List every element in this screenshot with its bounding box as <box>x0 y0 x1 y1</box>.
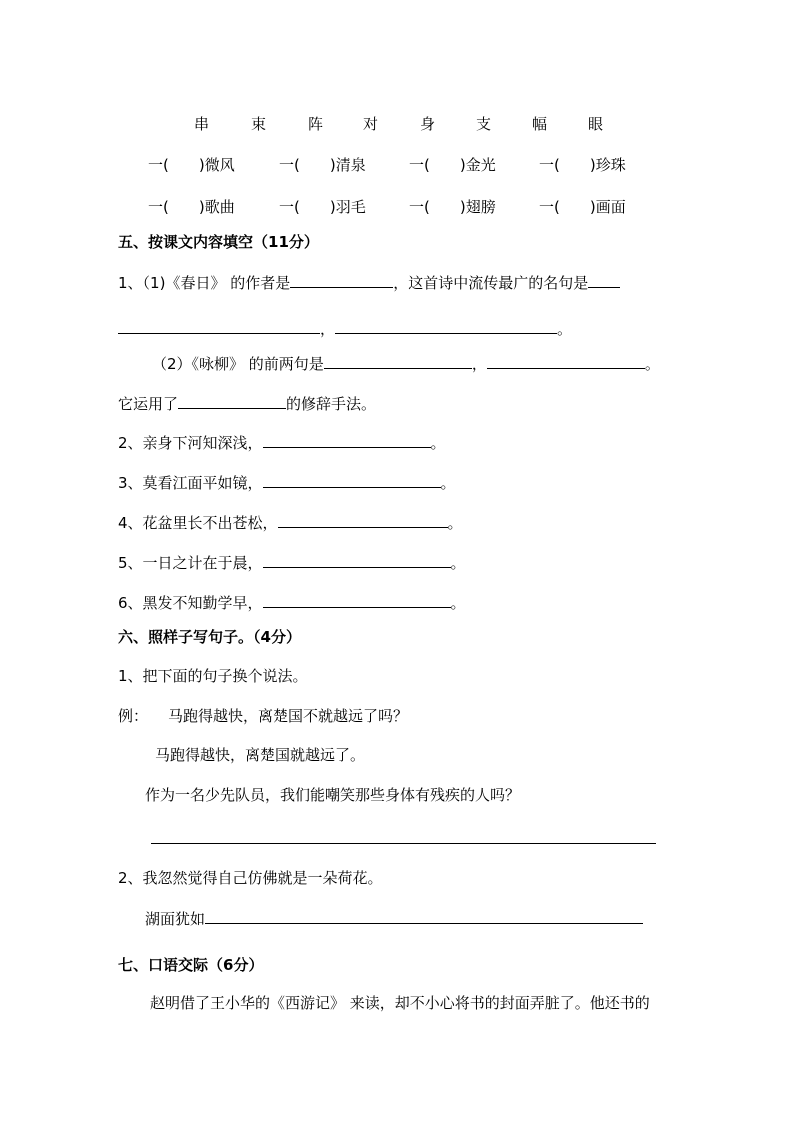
item-text: 2、亲身下河知深浅， <box>118 434 263 452</box>
measure-word: 束 <box>251 115 267 133</box>
fill-item[interactable]: 一( )清泉 <box>279 156 366 174</box>
answer-blank[interactable] <box>178 393 286 409</box>
period: 。 <box>440 474 456 492</box>
answer-blank[interactable] <box>205 908 643 924</box>
item-text: 3、莫看江面平如镜， <box>118 474 263 492</box>
item-text: 6、黑发不知勤学早， <box>118 594 263 612</box>
comma: ， <box>471 355 487 373</box>
q1-line-c <box>118 393 376 414</box>
period: 。 <box>644 355 660 373</box>
section-6-title: 六、照样子写句子。（4分） <box>118 628 301 646</box>
period: 。 <box>557 320 573 338</box>
answer-blank[interactable] <box>263 592 451 608</box>
q1-line-b <box>152 353 660 374</box>
fill-item-line <box>118 432 446 453</box>
answer-blank[interactable] <box>324 353 472 369</box>
answer-blank[interactable] <box>263 432 431 448</box>
fill-item[interactable]: 一( )金光 <box>409 156 496 174</box>
answer-blank[interactable] <box>118 318 320 334</box>
q1-line-a <box>118 272 620 293</box>
answer-blank[interactable] <box>290 272 393 288</box>
measure-fill-row-1 <box>0 154 794 174</box>
fill-item-line <box>118 472 456 493</box>
measure-word: 对 <box>363 115 379 133</box>
measure-fill-row-2 <box>0 196 794 216</box>
fill-item[interactable]: 一( )珍珠 <box>539 156 626 174</box>
fill-item[interactable]: 一( )画面 <box>539 198 626 216</box>
q2-answer-line <box>145 908 643 929</box>
measure-word: 幅 <box>532 115 548 133</box>
comma: ， <box>320 320 336 338</box>
q1-a-mid: ，这首诗中流传最广的名句是 <box>393 274 589 292</box>
q1-a-prefix: 1、（1)《春日》 的作者是 <box>118 274 291 292</box>
item-text: 4、花盆里长不出苍松， <box>118 514 278 532</box>
period: 。 <box>430 434 446 452</box>
measure-word: 身 <box>420 115 436 133</box>
period: 。 <box>450 554 466 572</box>
measure-word: 串 <box>194 115 210 133</box>
measure-word-row <box>0 113 794 133</box>
fill-item[interactable]: 一( )歌曲 <box>148 198 235 216</box>
q1-c-prefix: 它运用了 <box>118 395 179 413</box>
example-label: 例： <box>118 707 149 725</box>
fill-item[interactable]: 一( )微风 <box>148 156 235 174</box>
period: 。 <box>450 594 466 612</box>
example-answer: 马跑得越快，离楚国就越远了。 <box>155 746 366 764</box>
section-7-title: 七、口语交际（6分） <box>118 956 264 974</box>
fill-item[interactable]: 一( )羽毛 <box>279 198 366 216</box>
task-sentence: 作为一名少先队员，我们能嘲笑那些身体有残疾的人吗？ <box>145 786 521 804</box>
s6-q2: 2、我忽然觉得自己仿佛就是一朵荷花。 <box>118 869 383 887</box>
s6-q1: 1、把下面的句子换个说法。 <box>118 667 308 685</box>
q1-c-suffix: 的修辞手法。 <box>286 395 377 413</box>
item-text: 5、一日之计在于晨， <box>118 554 263 572</box>
answer-line[interactable] <box>151 843 656 844</box>
answer-blank[interactable] <box>588 272 620 288</box>
answer-blank[interactable] <box>263 472 441 488</box>
q2-prefix: 湖面犹如 <box>145 910 206 928</box>
fill-item-line <box>118 592 466 613</box>
answer-blank[interactable] <box>263 552 451 568</box>
answer-blank[interactable] <box>278 512 448 528</box>
measure-word: 阵 <box>308 115 324 133</box>
period: 。 <box>447 514 463 532</box>
fill-item-line <box>118 512 463 533</box>
example-line <box>118 706 408 726</box>
example-question: 马跑得越快，离楚国不就越远了吗？ <box>168 707 409 725</box>
q1-b-prefix: （2）《咏柳》 的前两句是 <box>152 355 324 373</box>
measure-word: 支 <box>476 115 492 133</box>
s7-paragraph: 赵明借了王小华的《西游记》 来读，却不小心将书的封面弄脏了。他还书的 <box>150 994 650 1012</box>
q1-line-a-cont <box>118 318 572 339</box>
answer-blank[interactable] <box>335 318 557 334</box>
answer-blank[interactable] <box>487 353 645 369</box>
measure-word: 眼 <box>588 115 604 133</box>
fill-item-line <box>118 552 466 573</box>
section-5-title: 五、按课文内容填空（11分） <box>118 233 319 251</box>
fill-item[interactable]: 一( )翅膀 <box>409 198 496 216</box>
